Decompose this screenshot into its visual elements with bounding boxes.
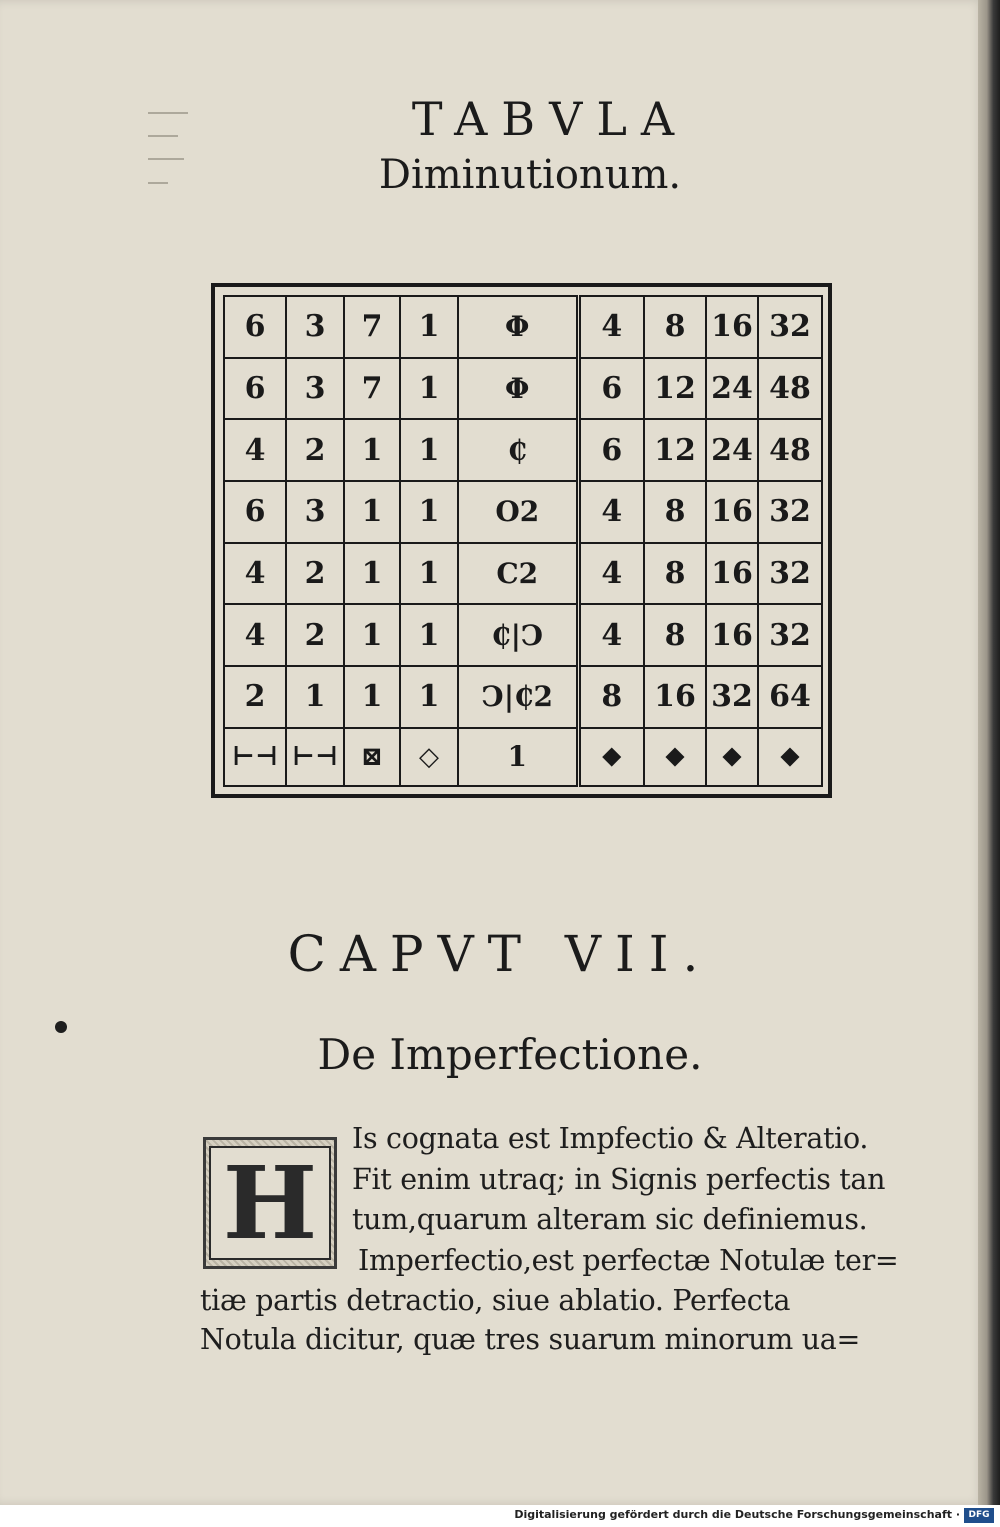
table-cell: 32	[706, 666, 758, 728]
table-cell: ⊢⊣	[224, 728, 286, 786]
margin-mark	[148, 135, 178, 137]
table-cell: 8	[644, 296, 706, 358]
table-cell: 4	[224, 543, 286, 605]
table-cell: ⬥	[706, 728, 758, 786]
table-cell: 6	[224, 358, 286, 420]
table-cell: 12	[644, 419, 706, 481]
table-cell: 1	[400, 419, 458, 481]
text-line: Notula dicitur, quæ tres suarum minorum ua=	[200, 1323, 861, 1356]
table-cell: 6	[578, 358, 644, 420]
table-cell: 32	[758, 296, 822, 358]
table-cell: 6	[224, 481, 286, 543]
ink-dot	[55, 1021, 67, 1033]
table-cell: 32	[758, 604, 822, 666]
table-cell: 8	[644, 481, 706, 543]
table-cell: 8	[644, 543, 706, 605]
book-spine	[978, 0, 1000, 1505]
table-cell: ◇	[400, 728, 458, 786]
table-cell: ⊠	[344, 728, 400, 786]
text-line: tiæ partis detractio, siue ablatio. Perfecta	[200, 1284, 791, 1317]
table-cell: Ↄ|₵2	[458, 666, 578, 728]
section-heading: De Imperfectione.	[317, 1030, 703, 1079]
table-cell: 16	[706, 296, 758, 358]
diminution-grid	[223, 295, 823, 787]
table-cell: 1	[400, 604, 458, 666]
table-cell: ₵	[458, 419, 578, 481]
decorated-initial	[203, 1137, 337, 1269]
table-cell: 1	[400, 296, 458, 358]
table-cell: Φ	[458, 358, 578, 420]
table-cell: 2	[286, 419, 344, 481]
table-cell: 8	[578, 666, 644, 728]
table-cell: 48	[758, 358, 822, 420]
table-cell: 7	[344, 296, 400, 358]
table-row	[224, 604, 822, 666]
table-cell: 1	[344, 543, 400, 605]
table-cell: ⊢⊣	[286, 728, 344, 786]
table-row	[224, 728, 822, 786]
table-cell: 4	[224, 419, 286, 481]
table-cell: 1	[344, 481, 400, 543]
table-cell: 24	[706, 358, 758, 420]
table-row	[224, 419, 822, 481]
table-row	[224, 543, 822, 605]
table-cell: 2	[286, 604, 344, 666]
table-cell: ₵|Ↄ	[458, 604, 578, 666]
margin-mark	[148, 182, 168, 184]
diminution-table	[211, 283, 832, 798]
table-cell: 4	[578, 296, 644, 358]
table-cell: 12	[644, 358, 706, 420]
drop-cap-letter: H	[209, 1146, 331, 1260]
table-cell: 3	[286, 358, 344, 420]
table-row	[224, 481, 822, 543]
table-cell: 48	[758, 419, 822, 481]
table-cell: ⬥	[758, 728, 822, 786]
table-cell: 7	[344, 358, 400, 420]
table-cell: ⬥	[644, 728, 706, 786]
table-cell: 1	[344, 604, 400, 666]
table-cell: 1	[400, 666, 458, 728]
table-cell: O2	[458, 481, 578, 543]
footer	[0, 1505, 1000, 1527]
table-cell: 3	[286, 296, 344, 358]
table-cell: 3	[286, 481, 344, 543]
table-cell: 2	[224, 666, 286, 728]
footer-credit: Digitalisierung gefördert durch die Deutsche Forschungsgemeinschaft ·	[514, 1508, 960, 1521]
table-cell: 16	[706, 604, 758, 666]
text-line: Fit enim utraq; in Signis perfectis tan	[352, 1163, 886, 1196]
table-cell: 1	[400, 358, 458, 420]
table-cell: 16	[644, 666, 706, 728]
text-line: Imperfectio,est perfectæ Notulæ ter=	[358, 1244, 899, 1277]
table-cell: 16	[706, 543, 758, 605]
table-cell: 2	[286, 543, 344, 605]
table-cell: 24	[706, 419, 758, 481]
table-cell: 1	[400, 481, 458, 543]
table-cell: 1	[344, 419, 400, 481]
table-cell: 16	[706, 481, 758, 543]
table-cell: 32	[758, 543, 822, 605]
table-cell: 64	[758, 666, 822, 728]
page-subtitle: Diminutionum.	[378, 152, 682, 198]
table-cell: 1	[400, 543, 458, 605]
dfg-logo-icon: DFG	[964, 1508, 994, 1523]
table-cell: 1	[458, 728, 578, 786]
table-cell: 6	[578, 419, 644, 481]
table-cell: 4	[224, 604, 286, 666]
table-cell: C2	[458, 543, 578, 605]
table-cell: Φ	[458, 296, 578, 358]
table-cell: 32	[758, 481, 822, 543]
table-cell: 1	[344, 666, 400, 728]
table-cell: 1	[286, 666, 344, 728]
margin-mark	[148, 112, 188, 114]
text-line: Is cognata est Impfectio & Alteratio.	[352, 1122, 869, 1155]
chapter-heading: CAPVT VII.	[287, 925, 713, 983]
table-row	[224, 296, 822, 358]
margin-mark	[148, 158, 184, 160]
table-row	[224, 666, 822, 728]
table-cell: 8	[644, 604, 706, 666]
table-cell: 6	[224, 296, 286, 358]
table-cell: 4	[578, 481, 644, 543]
table-row	[224, 358, 822, 420]
table-cell: 4	[578, 604, 644, 666]
table-cell: ⬥	[578, 728, 644, 786]
table-cell: 4	[578, 543, 644, 605]
text-line: tum,quarum alteram sic definiemus.	[352, 1203, 868, 1236]
page-title: TABVLA	[411, 92, 689, 146]
